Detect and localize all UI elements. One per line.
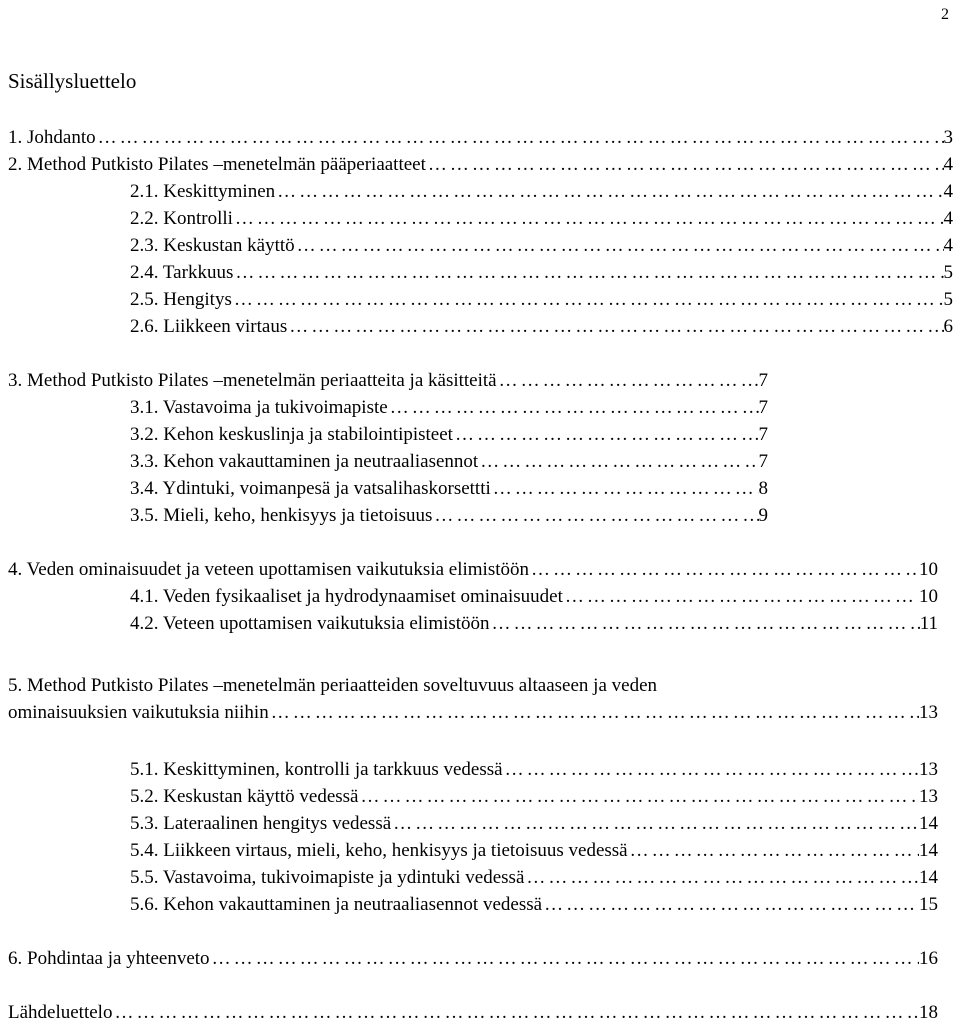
toc-leader	[529, 557, 919, 582]
toc-entry-page: 14	[919, 867, 938, 888]
toc-entry-label: ominaisuuksien vaikutuksia niihin	[8, 702, 269, 723]
toc-entry-5-line1[interactable]: 5. Method Putkisto Pilates –menetelmän periaatteiden soveltuvuus altaaseen ja veden	[8, 675, 657, 696]
toc-entry-4-1[interactable]	[130, 584, 938, 609]
toc-leader	[391, 811, 919, 836]
toc-entry-2[interactable]	[8, 152, 953, 177]
toc-leader	[287, 314, 943, 339]
toc-entry-page: 4	[943, 181, 953, 202]
toc-leader	[233, 206, 944, 231]
toc-leader	[628, 838, 919, 863]
toc-entry-5-6[interactable]	[130, 892, 938, 917]
toc-entry-page: 4	[943, 235, 953, 256]
toc-entry-label: 2.5. Hengitys	[130, 289, 232, 310]
toc-entry-page: 7	[758, 370, 768, 391]
toc-entry-label: 2.3. Keskustan käyttö	[130, 235, 295, 256]
toc-entry-label: 1. Johdanto	[8, 127, 96, 148]
toc-entry-label: 4. Veden ominaisuudet ja veteen upottamisen vaikutuksia elimistöön	[8, 559, 529, 580]
toc-entry-page: 13	[919, 786, 938, 807]
toc-entry-page: 11	[919, 613, 938, 634]
toc-entry-label: 3.3. Kehon vakauttaminen ja neutraaliasennot	[130, 451, 479, 472]
toc-entry-2-4[interactable]	[130, 260, 953, 285]
toc-entry-label: 3.4. Ydintuki, voimanpesä ja vatsalihaskorsettti	[130, 478, 491, 499]
toc-entry-page: 14	[919, 840, 938, 861]
toc-entry-page: 3	[943, 127, 953, 148]
toc-entry-2-1[interactable]	[130, 179, 953, 204]
toc-title: Sisällysluettelo	[8, 69, 137, 93]
toc-leader	[269, 700, 919, 725]
toc-entry-page: 10	[919, 586, 938, 607]
toc-entry-2-5[interactable]	[130, 287, 953, 312]
toc-entry-page: 18	[919, 1002, 938, 1023]
toc-entry-6[interactable]	[8, 946, 938, 971]
toc-entry-5[interactable]	[8, 700, 938, 725]
toc-entry-page: 5	[943, 289, 953, 310]
toc-leader	[491, 476, 759, 501]
toc-entry-page: 7	[758, 424, 768, 445]
toc-entry-3-1[interactable]	[130, 395, 768, 420]
toc-entry-3-3[interactable]	[130, 449, 768, 474]
toc-leader	[232, 287, 944, 312]
toc-entry-label: Lähdeluettelo	[8, 1002, 113, 1023]
toc-entry-page: 7	[758, 397, 768, 418]
toc-entry-5-3[interactable]	[130, 811, 938, 836]
toc-entry-label: 2.4. Tarkkuus	[130, 262, 234, 283]
toc-entry-page: 15	[919, 894, 938, 915]
toc-leader	[96, 125, 944, 150]
toc-leader	[453, 422, 759, 447]
toc-leader	[210, 946, 919, 971]
toc-entry-page: 14	[919, 813, 938, 834]
toc-leader	[426, 152, 944, 177]
toc-entry-page: 6	[943, 316, 953, 337]
toc-entry-page: 9	[758, 505, 768, 526]
toc-entry-label: 2. Method Putkisto Pilates –menetelmän pääperiaatteet	[8, 154, 426, 175]
toc-leader	[358, 784, 919, 809]
toc-entry-1[interactable]	[8, 125, 953, 150]
toc-entry-page: 4	[943, 208, 953, 229]
toc-leader	[503, 757, 919, 782]
toc-entry-page: 4	[943, 154, 953, 175]
toc-entry-label: 4.2. Veteen upottamisen vaikutuksia elimistöön	[130, 613, 490, 634]
toc-entry-page: 13	[919, 759, 938, 780]
toc-leader	[112, 1000, 919, 1025]
toc-entry-4-2[interactable]	[130, 611, 938, 636]
toc-leader	[275, 179, 943, 204]
toc-entry-label: 3.2. Kehon keskuslinja ja stabilointipisteet	[130, 424, 453, 445]
toc-entry-page: 7	[758, 451, 768, 472]
toc-entry-page: 5	[943, 262, 953, 283]
toc-entry-2-3[interactable]	[130, 233, 953, 258]
toc-entry-label: 5.3. Lateraalinen hengitys vedessä	[130, 813, 392, 834]
toc-leader	[563, 584, 919, 609]
toc-entry-5-1[interactable]	[130, 757, 938, 782]
toc-entry-3[interactable]	[8, 368, 768, 393]
toc-entry-2-6[interactable]	[130, 314, 953, 339]
toc-entry-5-4[interactable]	[130, 838, 938, 863]
toc-entry-label: 3.5. Mieli, keho, henkisyys ja tietoisuus	[130, 505, 433, 526]
toc-entry-5-2[interactable]	[130, 784, 938, 809]
toc-entry-label: 6. Pohdintaa ja yhteenveto	[8, 948, 210, 969]
toc-entry-page: 13	[919, 702, 938, 723]
toc-entry-3-4[interactable]	[130, 476, 768, 501]
toc-entry-page: 16	[919, 948, 938, 969]
toc-entry-label: 2.2. Kontrolli	[130, 208, 233, 229]
toc-entry-label: 5.2. Keskustan käyttö vedessä	[130, 786, 359, 807]
toc-entry-label: 2.1. Keskittyminen	[130, 181, 276, 202]
toc-entry-label: 5.6. Kehon vakauttaminen ja neutraaliasennot vedessä	[130, 894, 543, 915]
toc-leader	[233, 260, 943, 285]
toc-entry-4[interactable]	[8, 557, 938, 582]
toc-entry-label: 5.5. Vastavoima, tukivoimapiste ja ydintuki vedessä	[130, 867, 525, 888]
toc-leader	[524, 865, 919, 890]
toc-entry-label: 3. Method Putkisto Pilates –menetelmän periaatteita ja käsitteitä	[8, 370, 497, 391]
toc-leader	[432, 503, 758, 528]
page-number: 2	[941, 6, 949, 23]
toc-entry-2-2[interactable]	[130, 206, 953, 231]
toc-leader	[295, 233, 944, 258]
toc-entry-page: 10	[919, 559, 938, 580]
toc-entry-label: 3.1. Vastavoima ja tukivoimapiste	[130, 397, 388, 418]
toc-entry-label: 5.1. Keskittyminen, kontrolli ja tarkkuus vedessä	[130, 759, 503, 780]
toc-entry-label: 4.1. Veden fysikaaliset ja hydrodynaamiset ominaisuudet	[130, 586, 563, 607]
toc-entry-5-5[interactable]	[130, 865, 938, 890]
toc-entry-references[interactable]	[8, 1000, 938, 1025]
toc-leader	[388, 395, 759, 420]
toc-leader	[542, 892, 919, 917]
toc-leader	[497, 368, 759, 393]
toc-leader	[478, 449, 758, 474]
toc-entry-3-2[interactable]	[130, 422, 768, 447]
toc-leader	[490, 611, 920, 636]
toc-entry-label: 5.4. Liikkeen virtaus, mieli, keho, henkisyys ja tietoisuus vedessä	[130, 840, 628, 861]
toc-entry-page: 8	[758, 478, 768, 499]
toc-entry-label: 2.6. Liikkeen virtaus	[130, 316, 288, 337]
toc-entry-3-5[interactable]	[130, 503, 768, 528]
